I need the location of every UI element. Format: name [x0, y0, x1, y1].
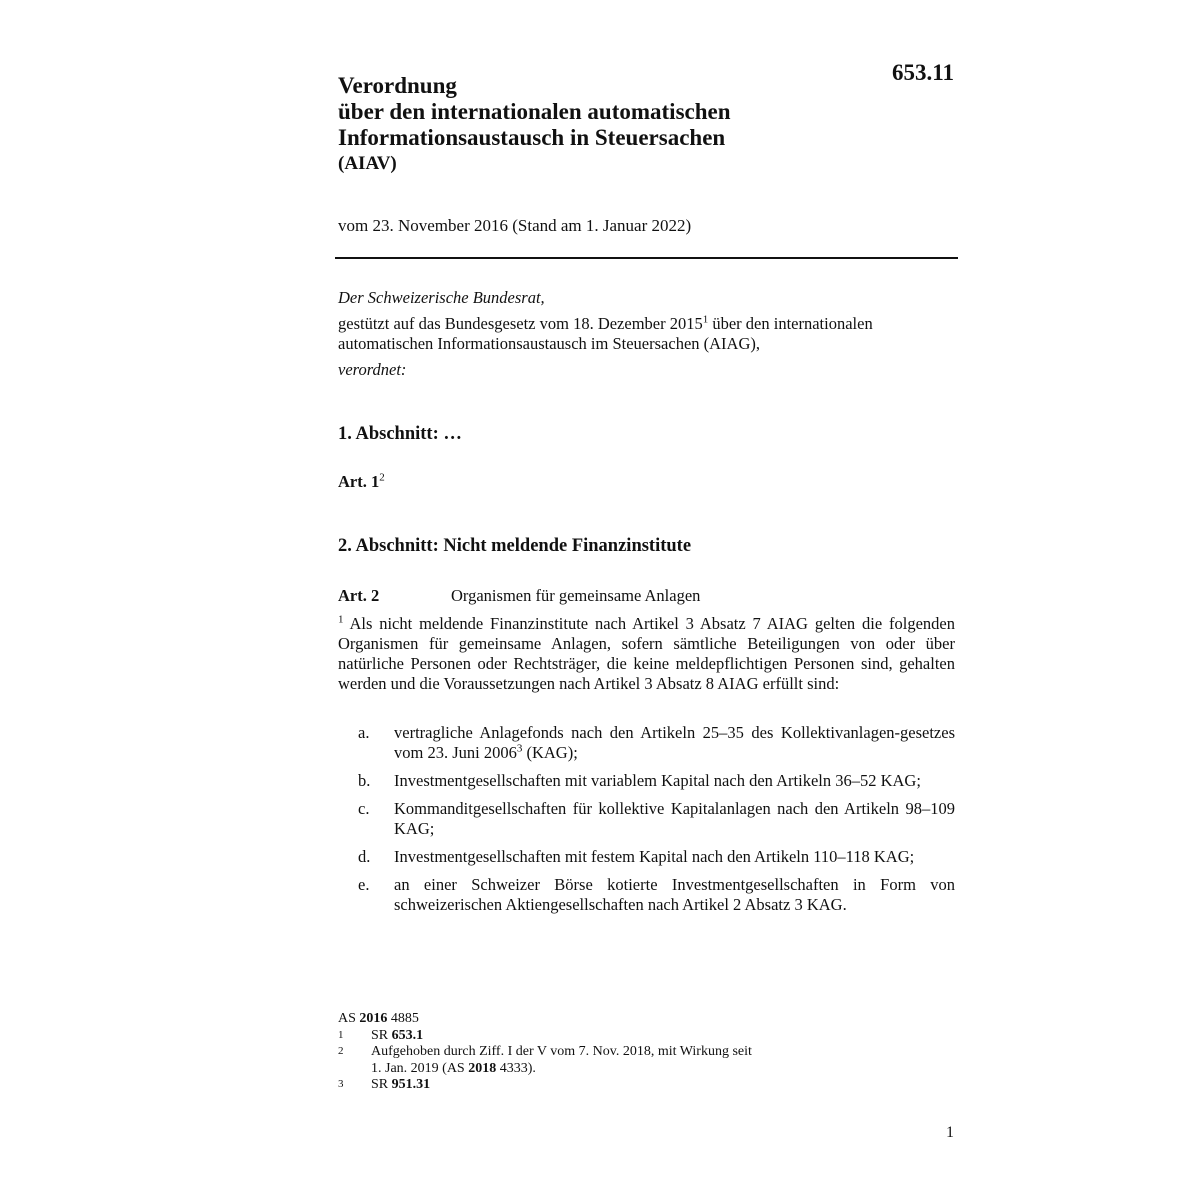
- title-divider: [335, 257, 958, 259]
- paragraph-number: 1: [338, 613, 344, 626]
- footnote-text-part: 1. Jan. 2019 (AS: [371, 1060, 469, 1076]
- list-item-letter: b.: [358, 771, 371, 790]
- footnotes: [338, 1011, 752, 1094]
- preamble-basis: [338, 314, 958, 354]
- sr-number: 653.11: [892, 60, 954, 85]
- list-item-text: Kommanditgesellschaften für kollektive Kapitalanlagen nach den Artikeln 98–109 KAG;: [394, 799, 955, 838]
- title-line-2: über den internationalen automatischen: [338, 99, 731, 124]
- article-2-label: Art. 2: [338, 586, 380, 605]
- page-number: 1: [946, 1124, 954, 1141]
- footnote-line: [371, 1061, 752, 1078]
- footnote-number: 2: [338, 1045, 344, 1057]
- paragraph-text: Als nicht meldende Finanzinstitute nach Artikel 3 Absatz 7 AIAG gelten die folgenden Organismen für gemeinsame Anlagen, sofern sämtliche Beteiligungen von oder über natürliche Personen oder Rechtsträger, die keine meldepflichtigen Personen sind, gehalten werden und die Voraussetzungen nach Artikel 3 Absatz 8 AIAG erfüllt sind:: [338, 614, 955, 693]
- footnote-as-year: 2018: [468, 1060, 497, 1076]
- title-line-3: Informationsaustausch in Steuersachen: [338, 125, 726, 150]
- as-reference: [338, 1011, 752, 1028]
- footnote-number: 3: [338, 1078, 344, 1090]
- footnote-ref-1[interactable]: 1: [702, 313, 709, 326]
- article-2-title: Organismen für gemeinsame Anlagen: [451, 586, 701, 605]
- footnote-1: [338, 1028, 752, 1045]
- preamble: [338, 288, 958, 380]
- list-item-letter: a.: [358, 723, 370, 742]
- preamble-verordnet: verordnet:: [338, 360, 407, 379]
- article-1-label: Art. 1: [338, 472, 380, 491]
- list-item-letter: d.: [358, 847, 371, 866]
- article-2-list: [338, 723, 955, 923]
- title-line-1: Verordnung: [338, 73, 457, 98]
- list-item-letter: e.: [358, 875, 370, 894]
- footnote-ref-3[interactable]: 3: [516, 742, 523, 755]
- as-prefix: AS: [338, 1011, 360, 1026]
- list-item-text: Investmentgesellschaften mit festem Kapital nach den Artikeln 110–118 KAG;: [394, 847, 915, 866]
- list-item-text: an einer Schweizer Börse kotierte Investmentgesellschaften in Form von schweizerischen Aktiengesellschaften nach Artikel 2 Absatz 3 KAG.: [394, 875, 955, 914]
- title-abbreviation: (AIAV): [338, 153, 397, 174]
- footnote-sr-ref[interactable]: 951.31: [391, 1077, 431, 1092]
- list-item-text-cont: (KAG);: [522, 743, 578, 762]
- section-1-heading: 1. Abschnitt: …: [338, 424, 462, 444]
- article-2-header: [338, 586, 958, 606]
- as-year: 2016: [359, 1011, 388, 1026]
- list-item: [338, 771, 955, 791]
- as-page: 4885: [387, 1011, 419, 1026]
- list-item: [338, 799, 955, 839]
- footnote-text: [371, 1044, 752, 1077]
- footnote-text-part: 4333).: [496, 1060, 536, 1076]
- footnote-2: [338, 1044, 752, 1077]
- footnote-text: [371, 1077, 752, 1094]
- preamble-basis-text: gestützt auf das Bundesgesetz vom 18. Dezember 2015: [338, 314, 703, 333]
- footnote-prefix: SR: [371, 1077, 392, 1092]
- document-title: [338, 73, 731, 151]
- section-2-heading: 2. Abschnitt: Nicht meldende Finanzinstitute: [338, 536, 692, 556]
- list-item-letter: c.: [358, 799, 370, 818]
- footnote-number: 1: [338, 1028, 344, 1041]
- list-item: [338, 847, 955, 867]
- footnote-ref-2[interactable]: 2: [379, 471, 385, 484]
- footnote-sr-ref[interactable]: 653.1: [391, 1027, 424, 1043]
- list-item-text: [394, 723, 955, 763]
- footnote-line: Aufgehoben durch Ziff. I der V vom 7. Nov. 2018, mit Wirkung seit: [371, 1044, 752, 1059]
- list-item-text: Investmentgesellschaften mit variablem Kapital nach den Artikeln 36–52 KAG;: [394, 771, 921, 790]
- footnote-prefix: SR: [371, 1027, 392, 1043]
- list-item: [338, 723, 955, 763]
- list-item-text-main: vertragliche Anlagefonds nach den Artikeln 25–35 des Kollektivanlagen-gesetzes vom 23. Juni 2006: [394, 723, 955, 762]
- footnote-text: [371, 1028, 752, 1045]
- footnote-3: [338, 1077, 752, 1094]
- list-item: [338, 875, 955, 915]
- date-line: vom 23. November 2016 (Stand am 1. Januar 2022): [338, 216, 692, 235]
- preamble-authority: Der Schweizerische Bundesrat,: [338, 288, 545, 307]
- preamble-basis-text-cont: über den internationalen automatischen Informationsaustausch im Steuersachen (AIAG),: [338, 314, 873, 353]
- article-1: [338, 472, 385, 492]
- article-2-paragraph-1: [338, 614, 955, 694]
